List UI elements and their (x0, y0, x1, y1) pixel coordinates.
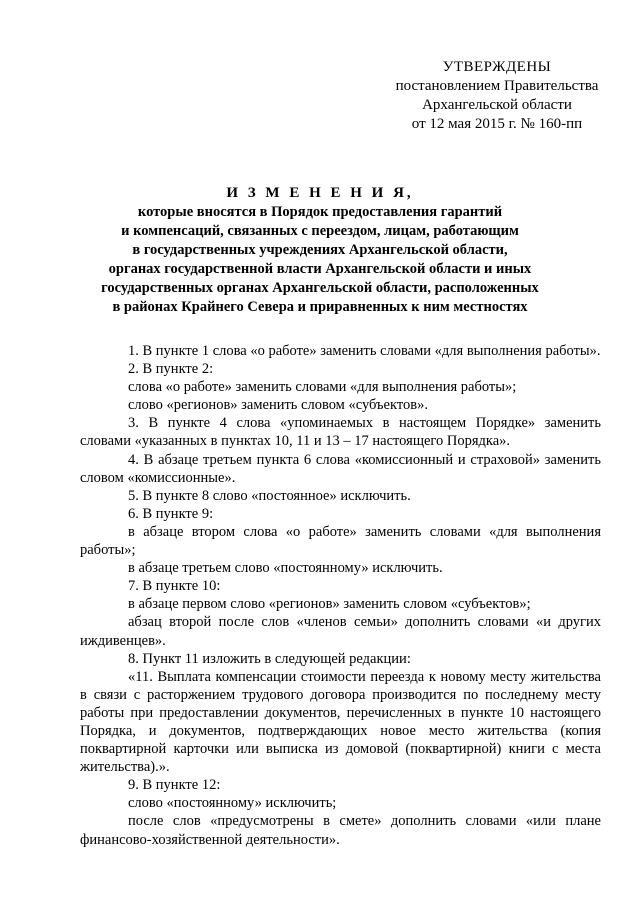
paragraph: 8. Пункт 11 изложить в следующей редакции: (128, 650, 411, 667)
title-heading: И З М Е Н Е Н И Я, (226, 185, 414, 201)
title-line: в районах Крайнего Севера и приравненных к ним местностях (112, 299, 528, 315)
paragraph: 3. В пункте 4 слова «упоминаемых в настоящем Порядке» заменить словами «указанных в пунктах 10, 11 и 13 – 17 настоящего Порядка». (80, 415, 601, 450)
title-line: органах государственной власти Архангельской области и иных (108, 261, 532, 277)
paragraph: «11. Выплата компенсации стоимости переезда к новому месту жительства в связи с расторжением трудового договора производится по последнему месту работы при предоставлении документов, перечисленных в пункте 10 настоящего Порядка, и документов, подтверждающих новое место жительства (копия поквартирной карточки или выписка из домовой (поквартирной) книги с места жительства).». (80, 668, 601, 776)
paragraph: 2. В пункте 2: (128, 361, 214, 378)
paragraph: в абзаце третьем слово «постоянному» исключить. (128, 560, 443, 577)
document-body (80, 342, 601, 849)
paragraph: в абзаце первом слово «регионов» заменить словом «субъектов»; (128, 596, 531, 613)
paragraph: в абзаце втором слова «о работе» заменить словами «для выполнения работы»; (80, 523, 601, 559)
approval-title: УТВЕРЖДЕНЫ (442, 59, 552, 75)
document-title (60, 184, 580, 317)
paragraph: слова «о работе» заменить словами «для выполнения работы»; (128, 379, 517, 396)
title-line: которые вносятся в Порядок предоставления гарантий (137, 204, 503, 220)
approval-date: от 12 мая 2015 г. № 160-пп (411, 116, 583, 132)
paragraph: слово «регионов» заменить словом «субъектов». (128, 397, 428, 414)
approval-stamp (392, 58, 602, 134)
paragraph: 5. В пункте 8 слово «постоянное» исключить. (128, 487, 411, 504)
approval-line: постановлением Правительства (395, 78, 599, 94)
paragraph: 6. В пункте 9: (128, 505, 214, 522)
paragraph: 7. В пункте 10: (128, 578, 221, 595)
paragraph: слово «постоянному» исключить; (128, 795, 337, 812)
paragraph: 4. В абзаце третьем пункта 6 слова «комиссионный и страховой» заменить словом «комиссионные». (80, 451, 601, 486)
title-line: в государственных учреждениях Архангельской области, (132, 242, 508, 258)
paragraph: 1. В пункте 1 слова «о работе» заменить словами «для выполнения работы». (128, 343, 601, 359)
paragraph: 9. В пункте 12: (128, 777, 221, 794)
approval-line: Архангельской области (422, 97, 572, 113)
paragraph: абзац второй после слов «членов семьи» дополнить словами «и других иждивенцев». (80, 614, 601, 649)
title-line: и компенсаций, связанных с переездом, лицам, работающим (121, 223, 519, 239)
title-line: государственных органах Архангельской области, расположенных (101, 280, 539, 296)
paragraph: после слов «предусмотрены в смете» дополнить словами «или плане финансово-хозяйственной деятельности». (80, 813, 601, 848)
